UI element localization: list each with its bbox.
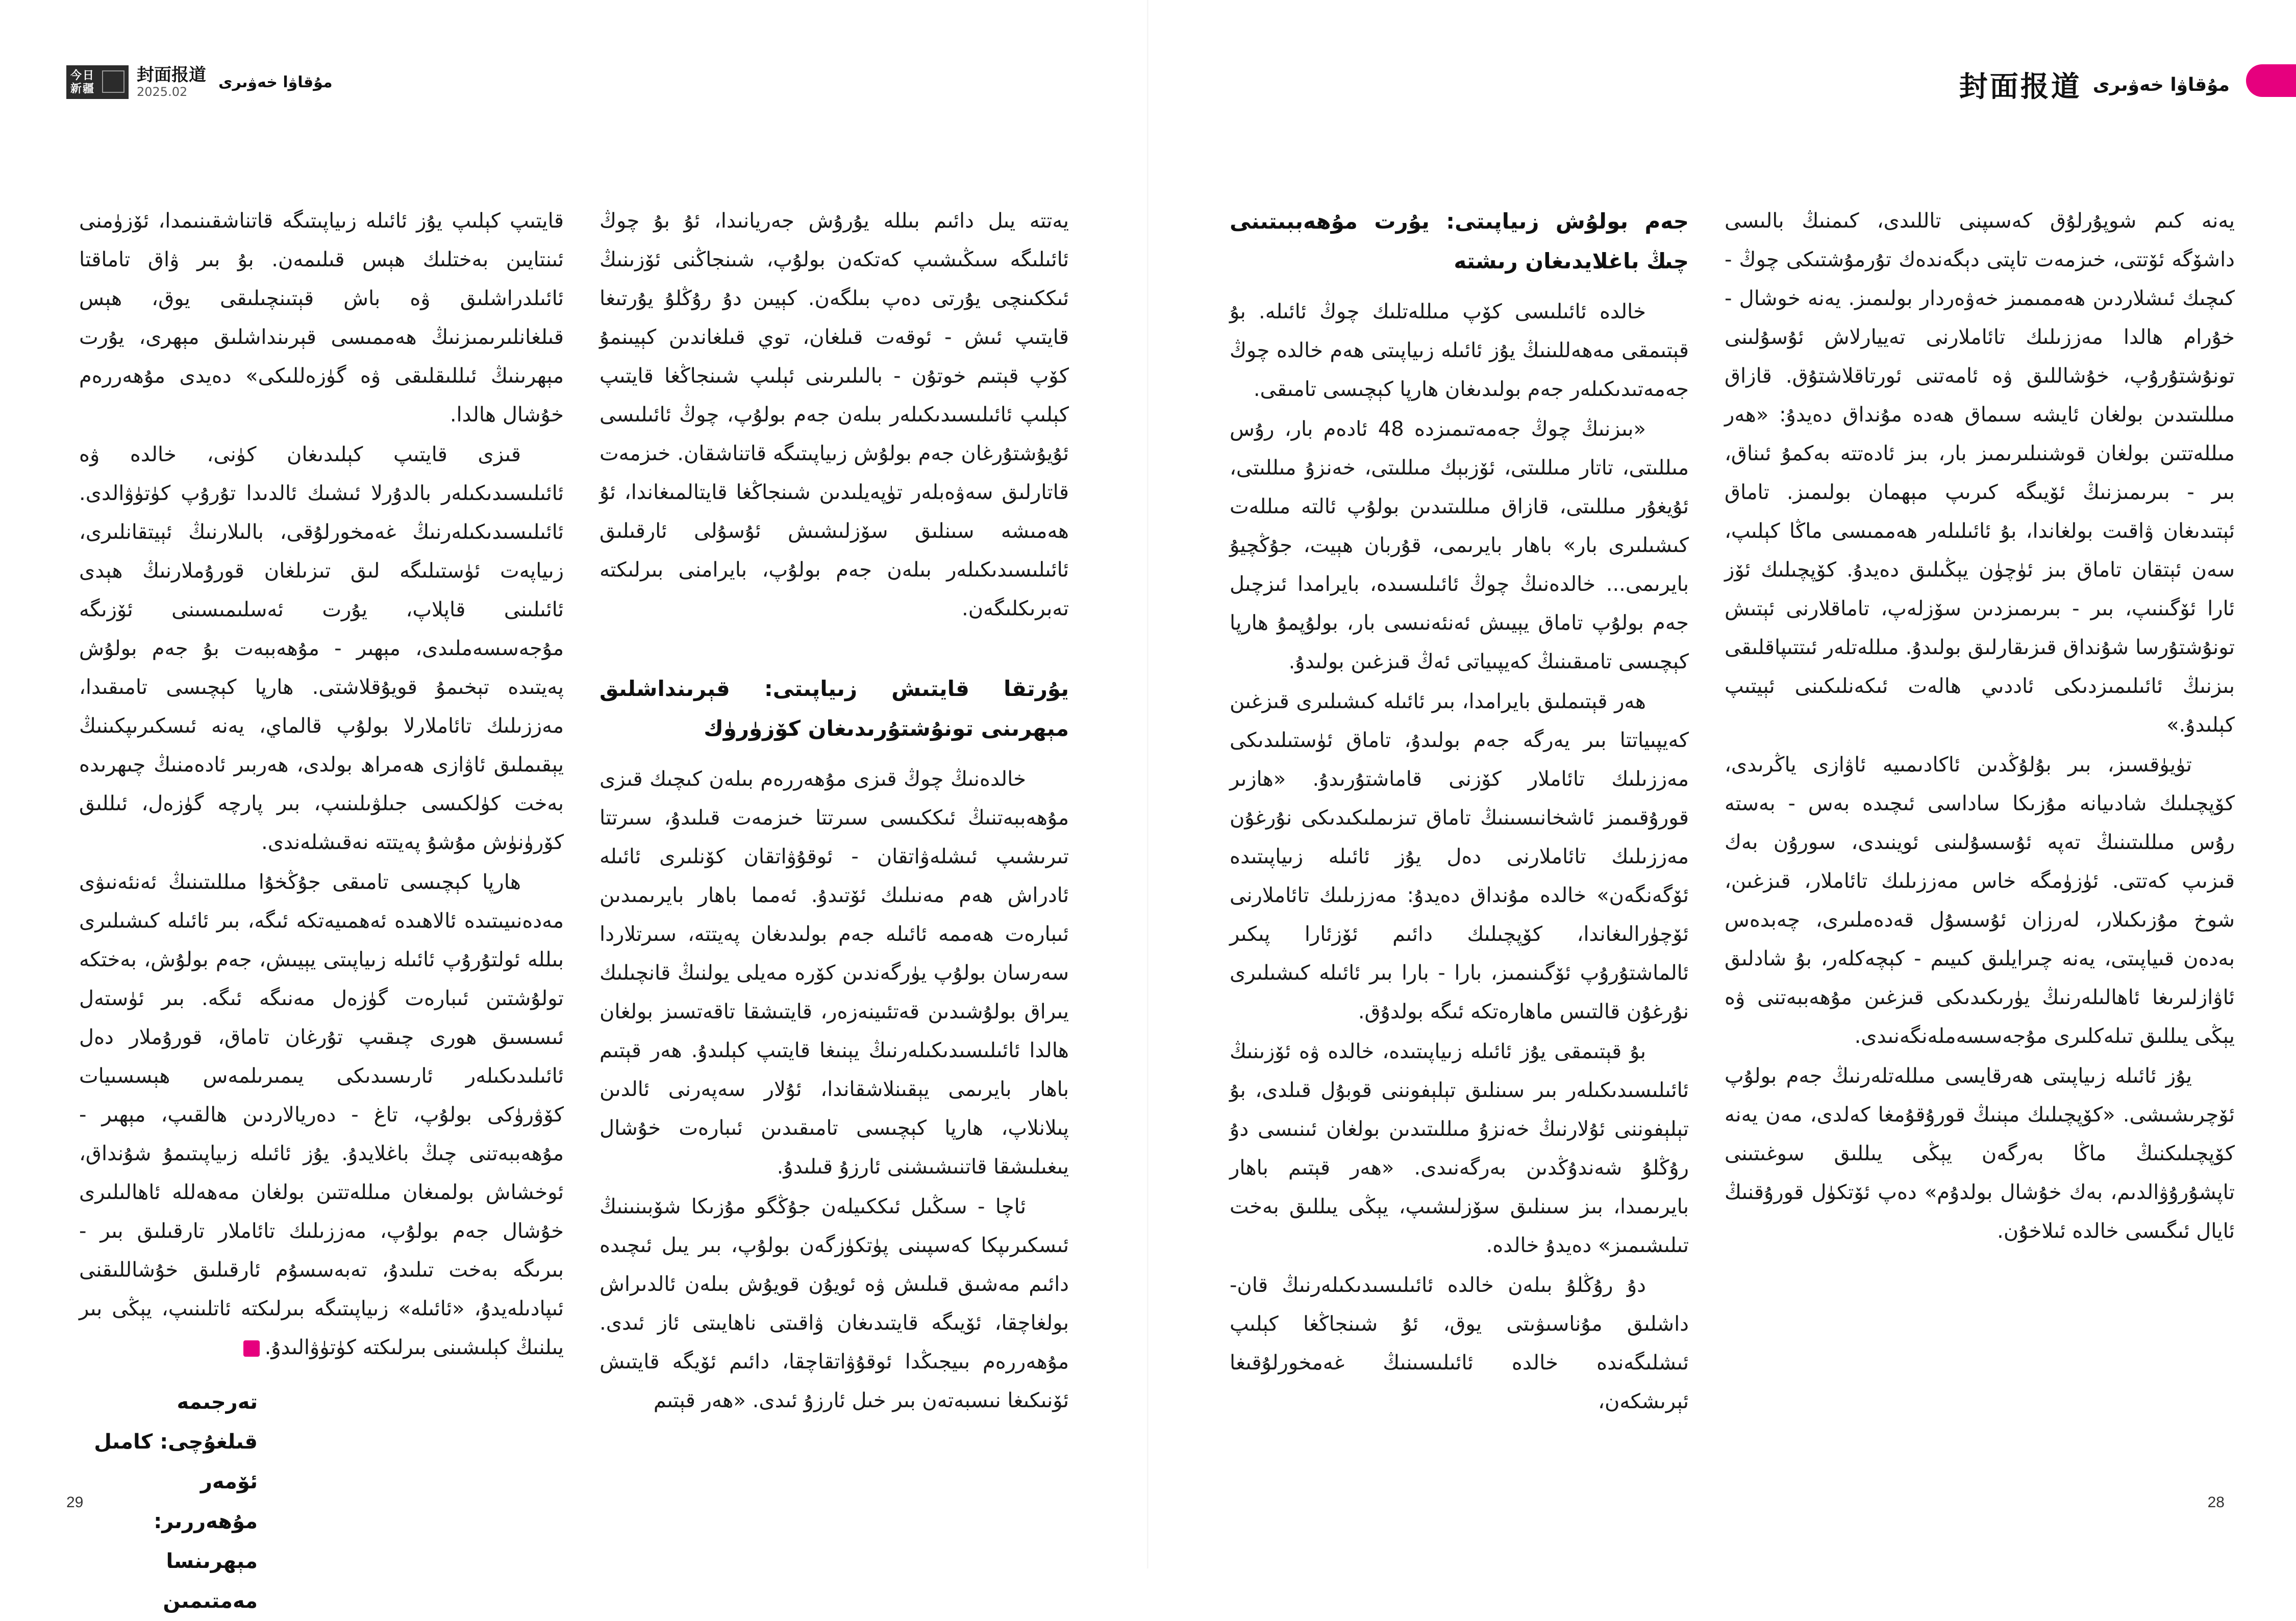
paragraph: يۇز ئائىلە زىياپىتى ھەرقايسى مىللەتلەرنىڭ جەم بولۇپ ئۆچرىشىشى. «كۆپچىلىك مېنىڭ قورۇقۇمغا كەلدى، مەن يەنە كۆپچىلىكنىڭ ماڭا بەرگەن يېڭى يىللىق سوغىتىنى تاپشۇرۇۋالدىم، بەك خۇشال بولدۇم» دەپ ئۆتكۈل قورۇقنىڭ ئايال ئىگىسى خالدە ئىلاخۇن. [1725,1064,2235,1243]
paragraph: يەتتە يىل دائىم بىللە يۇرۇش جەريانىدا، ئۇ بۇ چوڭ ئائىلىگە سىڭىشىپ كەتكەن بولۇپ، شىنجاڭنى ئۆزىنىڭ ئىككىنچى يۇرتى دەپ بىلگەن. كېيىن دۇ رۇڭلۇ يۇرتىغا قايتىپ ئىش - ئوقەت قىلغان، توي قىلغاندىن كېيىنمۇ كۆپ قېتىم خوتۇن - بالىلىرىنى ئېلىپ شىنجاڭغا قايتىپ كېلىپ ئائىلىسىدىكىلەر بىلەن جەم بولۇپ، چوڭ ئائىلىسى ئۇيۇشتۇرغان جەم بولۇش زىياپىتىگە قاتناشقان. خىزمەت قاتارلىق سەۋەبلەر تۈپەيلىدىن شىنجاڭغا قايتالمىغاندا، ئۇ ھەمىشە سىنلىق سۆزلىشىش ئۇسۇلى ئارقىلىق ئائىلىسىدىكىلەر بىلەن جەم بولۇپ، بايرامنى بىرلىكتە تەبرىكلىگەن. [600,209,1069,620]
paragraph: بۇ قېتىمقى يۇز ئائىلە زىياپىتىدە، خالدە ۋە ئۆزىنىڭ ئائىلىسىدىكىلەر بىر سىنلىق تېلېفوننى قوبۇل قىلدى، بۇ تېلېفوننى ئۇلارنىڭ خەنزۇ مىللىتىدىن بولغان ئىنىسى دۇ رۇڭلۇ شەندۇڭدىن بەرگەنىدى. «ھەر قېتىم باھار بايرىمىدا، بىز سىنلىق سۆزلىشىپ، يېڭى يىللىق بەخت تىلىشىمىز» دەيدۇ خالدە. [1230,1040,1689,1257]
paragraph: يەنە كىم شوپۇرلۇق كەسىپنى تاللىدى، كىمنىڭ بالىسى داشۆگە ئۆتتى، خىزمەت تاپتى دېگەندەك تۇرمۇشتىكى چوڭ - كىچىك ئىشلاردىن ھەممىمىز خەۋەردار بولىمىز. يەنە خوشال - خۇرام ھالدا مەززىلىك تائاملارنى تەييارلاش ئۇسۇلىنى تونۇشتۇرۇپ، خۇشاللىق ۋە ئامەتنى ئورتاقلاشتۇق. قازاق مىللىتىدىن بولغان ئايشە سىماق ھەدە مۇنداق دەيدۇ: «ھەر مىللەتتىن بولغان قوشنىلىرىمىز بار، بىز ئادەتتە بەكمۇ ئىناق، بىر - بىرىمىزنىڭ ئۆيىگە كىرىپ مېھمان بولىمىز. تاماق ئېتىدىغان ۋاقىت بولغاندا، بۇ ئائىلىلەر ھەممىسى ماڭا كېلىپ، سەن ئېتقان تاماق بىز ئۈچۈن يېڭىلىق دەيدۇ. كۆپچىلىك ئۆز ئارا ئۆگىنىپ، بىر - بىرىمىزدىن سۆزلەپ، تاماقلارنى ئېتىش تونۇشتۇرسا شۇنداق قىزىقارلىق بولىدۇ. مىللەتلەر ئىتتىپاقلىقى بىزنىڭ ئائىلىمىزدىكى ئاددىي ھالەت ئىكەنلىكىنى ئېيتىپ كېلىدۇ.» [1725,209,2235,737]
paragraph: قىزى قايتىپ كېلىدىغان كۈنى، خالدە ۋە ئائىلىسىدىكىلەر بالدۇرلا ئىشىك ئالدىدا تۇرۇپ كۈتۈۋالدى. ئائىلىسىدىكىلەرنىڭ غەمخورلۇقى، بالىلارنىڭ ئېيتقانلىرى، زىياپەت ئۈستىلىگە لىق تىزىلغان قورۇملارنىڭ ھېدى ئائىلىنى قاپلاپ، يۇرت ئەسلىمىسىنى ئۆزىگە مۇجەسسەملىدى، مېھىر - مۇھەببەت بۇ جەم بولۇش پەيتىدە تېخىمۇ قويۇقلاشتى. ھارپا كېچىسى تامىقىدا، مەززىلىك تائاملارلا بولۇپ قالماي، يەنە ئىسكىرىپكىنىڭ يېقىملىق ئاۋازى ھەمراھ بولدى، ھەربىر ئادەمنىڭ چىھرىدە بەخت كۈلكىسى جىلۋىلىنىپ، بىر پارچە گۈزەل، ئىللىق كۆرۈنۈش مۇشۇ پەيتتە نەقىشلەندى. [79,443,564,854]
page29-column-right [600,202,1069,1421]
page-number-left: 29 [66,1494,84,1511]
paragraph: ئاچا - سىڭىل ئىككىيلەن جۇڭگو مۇزىكا شۆبىنىنىڭ ئىسكىرىپكا كەسپىنى پۈتكۈزگەن بولۇپ، بىر يىل ئىچىدە دائىم مەشىق قىلىش ۋە ئويۇن قويۇش بىلەن ئالدىراش بولغاچقا، ئۆيىگە قايتىدىغان ۋاقىتى ناھايىتى ئاز ئىدى. مۇھەررەم بىيجىڭدا ئوقۇۋاتقاچقا، دائىم ئۆيگە قايتىش ئۆنىكىغا نىسبەتەن بىر خىل ئارزۇ ئىدى. «ھەر قېتىم [600,1195,1069,1412]
left-header-text [137,65,206,99]
section-heading: يۇرتقا قايتىش زىياپىتى: قېرىنداشلىق مېھرىنى تونۇشتۇرىدىغان كۆزۈرۈك [600,676,1069,741]
page29-column-left [79,202,564,1621]
article-credits [79,1382,564,1621]
paragraph: تۈيۈقسىز، بىر بۇلۇڭدىن ئاكادىمىيە ئاۋازى ياڭرىدى، كۆپچىلىك شادىيانە مۇزىكا ساداسى ئىچىدە بەس - بەستە رۇس مىللىتىنىڭ تەپە ئۇسسۇلىنى ئوينىدى، سورۇن بەك قىزىپ كەتتى. ئۈزۈمگە خاس مەززىلىك تائاملار، قىزغىن، شوخ مۇزىكىلار، لەرزان ئۇسسۇل قەدەملىرى، چەبدەس بەدەن قىياپىتى، يەنە چىرايلىق كىيىم - كېچەكلەر، بۇ شادلىق ئاۋازلىرىغا ئاھالىلەرنىڭ يۈرىكىدىكى قىزغىن مۇھەببەتنى ۋە يېڭى يىللىق تىلەكلىرى مۇجەسسەملەنگەنىدى. [1725,753,2235,1048]
page-number-right: 28 [2207,1494,2225,1511]
section-heading: جەم بولۇش زىياپىتى: يۇرت مۇھەببىتىنى چىڭ باغلايدىغان رىشتە [1230,209,1689,273]
paragraph [79,863,564,1367]
page-gutter [1147,0,1149,1568]
paragraph: قايتىپ كېلىپ يۇز ئائىلە زىياپىتىگە قاتناشقىنىمدا، ئۆزۈمنى ئىنتايىن بەختلىك ھېس قىلىمەن. بۇ بىر ۋاق تاماقتا ئائىلدراشلىق ۋە باش قېتىنچىلىقى يوق، ھېس قىلغانلىرىمىزنىڭ ھەممىسى قېرىنداشلىق مېھرى، يۇرت مېھرىنىڭ ئىللىقلىقى ۋە گۈزەللىكى» دەيدى مۇھەررەم خۇشال ھالدا. [79,209,564,427]
right-page-header [1959,64,2230,105]
end-of-article-icon: J [243,1340,260,1357]
paragraph: «بىزنىڭ چوڭ جەمەتىمىزدە 48 ئادەم بار، رۇس مىللىتى، تاتار مىللىتى، ئۆزبېك مىللىتى، خەنزۇ مىللىتى، ئۇيغۇر مىللىتى، قازاق مىللىتىدىن بولۇپ ئالتە مىللەت كىشىلىرى بار» باھار بايرىمى، قۇربان ھېيت، جۇڭچيۇ بايرىمى... خالدەنىڭ چوڭ ئائىلىسىدە، بايرامدا ئىزچىل جەم بولۇپ تاماق يېيىش ئەنئەنىسى بار، بولۇپمۇ ھارپا كېچىسى تامىقىنىڭ كەيپىياتى ئەڭ قىزغىن بولىدۇ. [1230,417,1689,674]
column-title: 封面报道 [137,65,206,85]
paragraph-text: ھارپا كېچىسى تامىقى جۇڭخۇا مىللىتىنىڭ ئەنئەنىۋى مەدەنىيىتىدە ئالاھىدە ئەھمىيەتكە ئىگە، بىر ئائىلە كىشىلىرى بىللە ئولتۇرۇپ ئائىلە زىياپىتى يېيىش، جەم بولۇش، بەختكە تولۇشتىن ئىبارەت گۈزەل مەنىگە ئىگە. بىر ئۈستەل ئىسسىق ھورى چىقىپ تۇرغان تاماق، قورۇملار دەل ئائىلىدىكىلەر ئارىسىدىكى يىمىرىلمەس ھېسسىيات كۆۋرۈكى بولۇپ، تاغ - دەريالاردىن ھالقىپ، مېھىر - مۇھەببەتنى چىڭ باغلايدۇ. يۇز ئائىلە زىياپىتىمۇ شۇنداق، ئوخشاش بولمىغان مىللەتتىن بولغان مەھەللە ئاھالىلىرى خۇشال جەم بولۇپ، مەززىلىك تائاملار تارقىلىق بىر - بىرىگە بەخت تىلىدۇ، تەبەسسۇم ئارقىلىق خۇشاللىقنى ئىپادىلەيدۇ، «ئائىلە» زىياپىتىگە بىرلىكتە ئاتلىنىپ، يېڭى بىر يىلنىڭ كېلىشىنى بىرلىكتە كۈتۈۋالىدۇ. [79,870,564,1359]
section-tab-marker [2246,64,2296,97]
column-title: 封面报道 [1959,70,2082,104]
editor-credit: مۇھەررىر: مېھرىنسا مەمتىمىن [154,1510,258,1613]
issue-number: 2025.02 [137,85,188,99]
logo-line-2: 新疆 [70,82,95,95]
column-title-uyghur: مۇقاۋا خەۋىرى [2092,74,2230,95]
magazine-logo [66,65,129,99]
paragraph: ھەر قېتىملىق بايرامدا، بىر ئائىلە كىشىلىرى قىزغىن كەيپىياتتا بىر يەرگە جەم بولىدۇ، تاماق ئۈستىلىدىكى مەززىلىك تائاملار كۆزنى قاماشتۇرىدۇ. «ھازىر قورۇقىمىز ئاشخانىسىنىڭ تاماق تىزىملىكىدىكى نۇرغۇن مەززىلىك تائاملارنى دەل يۇز ئائىلە زىياپىتىدە ئۆگەنگەن» خالدە مۇنداق دەيدۇ: مەززىلىك تائاملارنى ئۆچۈرالىغاندا، كۆپچىلىك دائىم ئۆزئارا پىكىر ئالماشتۇرۇپ ئۆگىنىمىز، بارا - بارا بىر ئائىلە كىشىلىرى نۇرغۇن قالتىس ماھارەتكە ئىگە بولدۇق. [1230,690,1689,1024]
paragraph: خالدەنىڭ چوڭ قىزى مۇھەررەم بىلەن كىچىك قىزى مۇھەببەتنىڭ ئىككىسى سىرتتا خىزمەت قىلىدۇ، سىرتتا تىرىشىپ ئىشلەۋاتقان - ئوقۇۋاتقان كۆنلىرى ئائىلە ئادراش ھەم مەنىلىك ئۆتىدۇ. ئەمما باھار بايرىمىدىن ئىبارەت ھەممە ئائىلە جەم بولىدىغان پەيتتە، سىرتلاردا سەرسان بولۇپ يۈرگەندىن كۆرە مەيلى يولنىڭ قانچىلىك يىراق بولۇشىدىن قەتئىينەزەر، قايتىشقا تاقەتسىز بولغان ھالدا ئائىلىسىدىكىلەرنىڭ يېنىغا قايتىپ كېلىدۇ. ھەر قېتىم باھار بايرىمى يېقىنلاشقاندا، ئۇلار سەپەرنى ئالدىن پىلانلاپ، ھارپا كېچىسى تامىقىدىن ئىبارەت خۇشال يىغىلىشقا قاتنىشىشنى ئارزۇ قىلىدۇ. [600,767,1069,1179]
page28-column-right [1725,202,2235,1252]
left-page-header [66,64,333,100]
paragraph: خالدە ئائىلىسى كۆپ مىللەتلىك چوڭ ئائىلە. بۇ قېتىمقى مەھەللىنىڭ يۇز ئائىلە زىياپىتى ھەم خالدە چوڭ جەمەتىدىكىلەر جەم بولىدىغان ھارپا كېچىسى تامىقى. [1230,300,1689,401]
paragraph: دۇ رۇڭلۇ بىلەن خالدە ئائىلىسىدىكىلەرنىڭ قان-داشلىق مۇناسىۋىتى يوق، ئۇ شىنجاڭغا كېلىپ ئىشلىگەندە خالدە ئائىلىسىنىڭ غەمخورلۇقىغا ئېرىشكەن، [1230,1274,1689,1413]
column-title-uyghur: مۇقاۋا خەۋىرى [218,73,333,91]
translator-credit: تەرجىمە قىلغۇچى: كامىل ئۆمەر [94,1390,258,1493]
logo-line-1: 今日 [70,69,95,82]
logo-seal-icon [102,70,124,93]
page28-column-left [1230,202,1689,1422]
